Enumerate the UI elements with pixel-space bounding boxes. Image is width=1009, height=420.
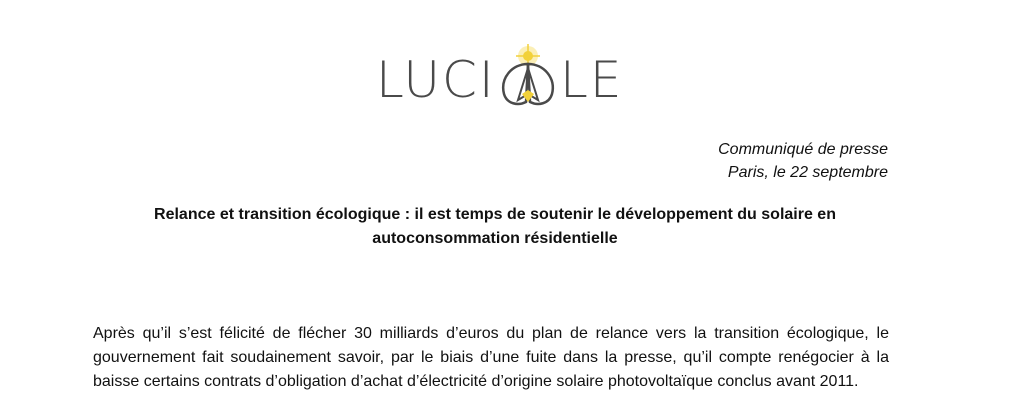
firefly-icon (498, 44, 558, 112)
press-release-date: Paris, le 22 septembre (727, 164, 888, 181)
press-release-type: Communiqué de presse (718, 141, 888, 158)
luciole-logo (372, 44, 632, 114)
body-paragraph: Après qu’il s’est félicité de flécher 30 milliards d’euros du plan de relance vers la transition écologique, le gouvernement fait soudainement savoir, par le biais d’une fuite dans la presse, qu’il compte renégocier à la baisse certains contrats d’obligation d’achat d’électricité d’origine solaire photovoltaïque conclus avant 2011. (93, 325, 889, 390)
logo-text-right: LE (560, 51, 624, 109)
headline: Relance et transition écologique : il est temps de soutenir le développement du solaire en autoconsommation résidentielle (154, 206, 836, 247)
press-release-meta (718, 138, 888, 184)
logo-text-left: LUCI (376, 51, 496, 109)
